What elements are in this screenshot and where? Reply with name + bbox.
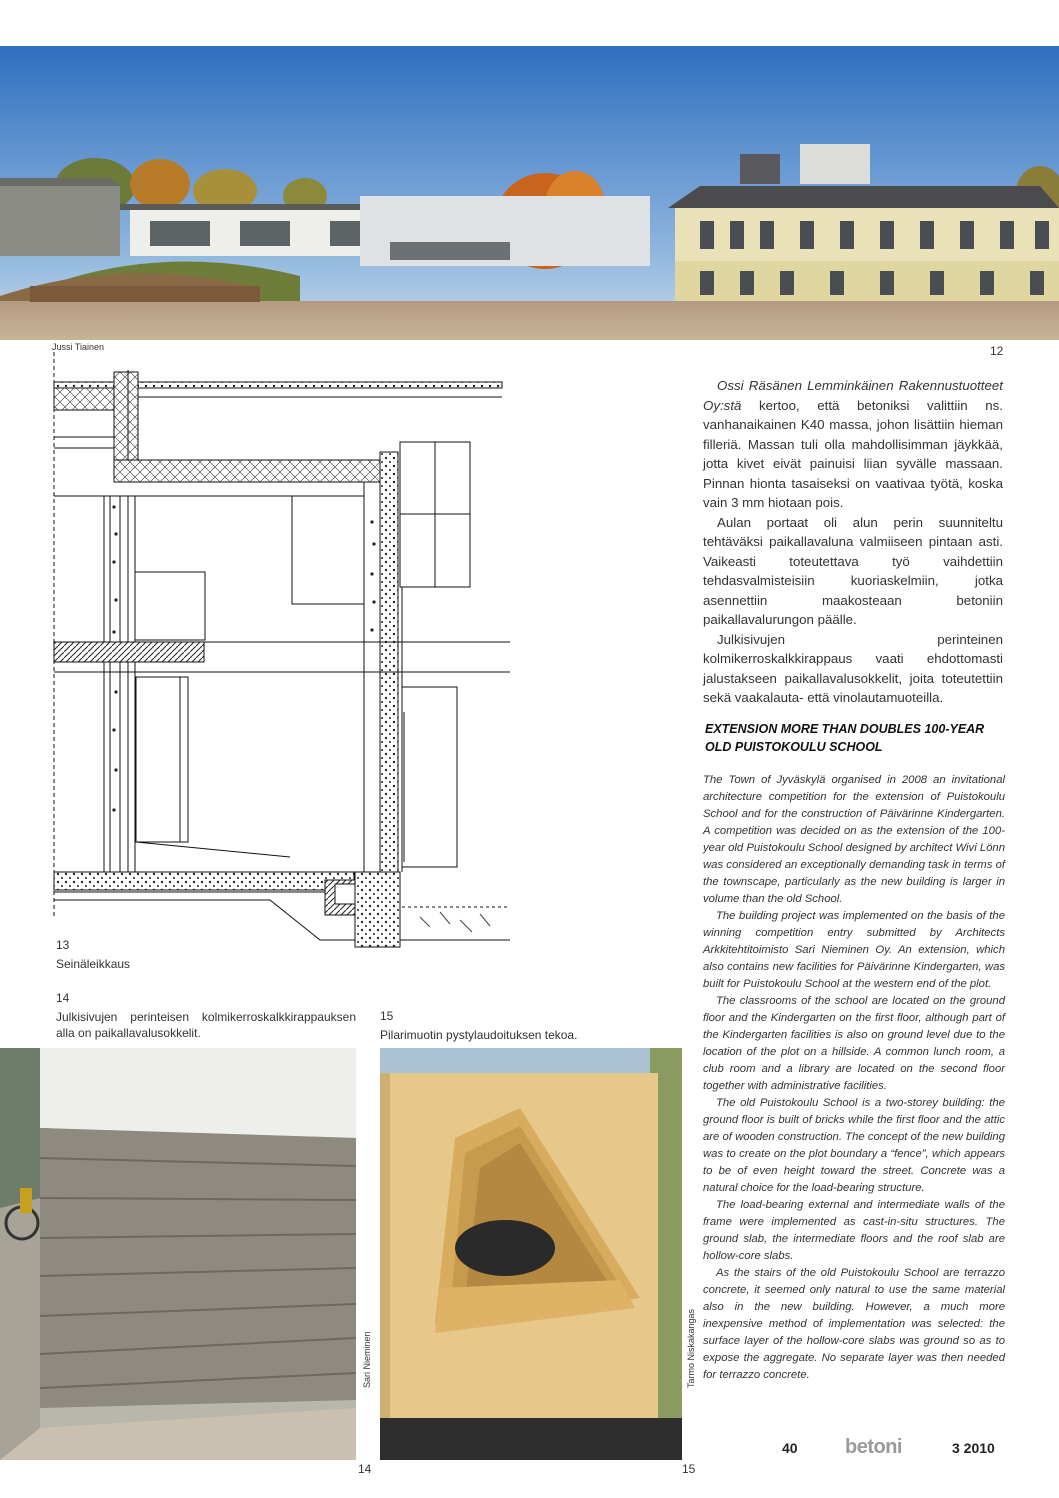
figure-15-tag: 15 (682, 1462, 696, 1476)
section-drawing-svg (40, 352, 510, 958)
figure-15-number: 15 (380, 1009, 394, 1023)
finnish-source-name: Ossi Räsänen Lemminkäinen Rakennustuotteet Oy:stä (703, 378, 1003, 413)
top-photo-credit: Jussi Tiainen (52, 342, 105, 352)
english-paragraph: The building project was implemented on the basis of the winning competition entry submitted by Architects Arkkitehtitoimisto Sari Nieminen Oy. An extension, which also contains new facilities for Päivärinne Kindergarten, was built for Puistokoulu School at the western end of the plot. (703, 910, 1005, 990)
figure-13-caption: Seinäleikkaus (56, 957, 131, 971)
finnish-text-column (703, 376, 1003, 708)
magazine-logo: betoni (845, 1436, 902, 1458)
english-paragraph: The classrooms of the school are located on the ground floor and the Kindergarten on the first floor, although part of the Kindergarten facilities is also on ground level due to the location of the plot on a hillside. A common lunch room, a club room and a library are located on the second floor together with administrative facilities. (703, 995, 1005, 1092)
english-heading: EXTENSION MORE THAN DOUBLES 100-YEAR OLD PUISTOKOULU SCHOOL (705, 722, 985, 754)
finnish-paragraph-2: Aulan portaat oli alun perin suunniteltu tehtäväksi paikallavaluna valmiiseen pintaan asti. Vaikeasti toteutettava työ vaihdettiin tehdasvalmisteisiin kuoriaskelmiin, jotka asennettiin maakosteaan betoniin paikallavalurungon päälle. (703, 514, 1003, 627)
figure-13-number: 13 (56, 938, 70, 952)
figure-14-tag: 14 (358, 1462, 372, 1476)
figure-15-credit: Tarmo Niskakangas (686, 1308, 696, 1388)
column-formwork-photo (380, 1048, 682, 1460)
wall-section-drawing (40, 352, 510, 958)
english-paragraph: The old Puistokoulu School is a two-storey building: the ground floor is built of bricks while the first floor and the attic are of wooden construction. The concept of the new building was to create on the plot boundary a “fence”, which appears to be of even height toward the street. Concrete was a natural choice for the load-bearing structure. (703, 1097, 1005, 1194)
finnish-p1-text: kertoo, että betoniksi valittiin ns. vanhanaikainen K40 massa, johon lisättiin hieman filleriä. Massan tuli olla mahdollisimman jäykkää, jotta kivet eivät painuisi liian syvälle massaan. Pinnan hionta tasaiseksi on vaativaa työtä, koska vain 3 mm hiotaan pois. (703, 397, 1003, 510)
figure-14-credit: Sari Nieminen (362, 1331, 372, 1388)
page-number: 40 (782, 1440, 798, 1456)
english-paragraph: The load-bearing external and intermediate walls of the frame were implemented as cast-in-situ structures. The ground slab, the intermediate floors and the roof slab are hollow-core slabs. (703, 1199, 1005, 1262)
finnish-paragraph-3: Julkisivujen perinteinen kolmikerroskalkkirappaus vaati ehdottomasti jalustakseen paikallavalusokkelit, joita toteutettiin sekä vaakalauta- että vinolautamuoteilla. (703, 631, 1003, 705)
finnish-paragraph-1 (703, 376, 1003, 513)
english-text-column (703, 772, 1005, 1384)
school-building-photo (0, 46, 1059, 340)
concrete-wall-photo (0, 1048, 356, 1460)
top-photo (0, 46, 1059, 340)
figure-14-number: 14 (56, 991, 70, 1005)
figure-15-caption: Pilarimuotin pystylaudoituksen tekoa. (380, 1028, 578, 1042)
figure-12-number: 12 (990, 344, 1004, 358)
english-paragraph: As the stairs of the old Puistokoulu School are terrazzo concrete, it seemed only natural to use the same material also in the new building. However, a much more inexpensive method of implementation was selected: the surface layer of the hollow-core slabs was ground so as to expose the aggregate. No separate layer was then needed for terrazzo concrete. (703, 1267, 1005, 1381)
english-paragraph: The Town of Jyväskylä organised in 2008 an invitational architecture competition for the extension of Puistokoulu School and for the construction of Päivärinne Kindergarten. A competition was decided on as the extension of the 100-year old Puistokoulu School designed by architect Wivi Lönn was considered an exceptionally demanding task in terms of the townscape, particularly as the new building is larger in volume than the old School. (703, 774, 1005, 905)
figure-14-caption: Julkisivujen perinteisen kolmikerroskalkkirappauksen alla on paikallavalusokkelit. (56, 1010, 356, 1040)
issue-label: 3 2010 (952, 1440, 995, 1456)
